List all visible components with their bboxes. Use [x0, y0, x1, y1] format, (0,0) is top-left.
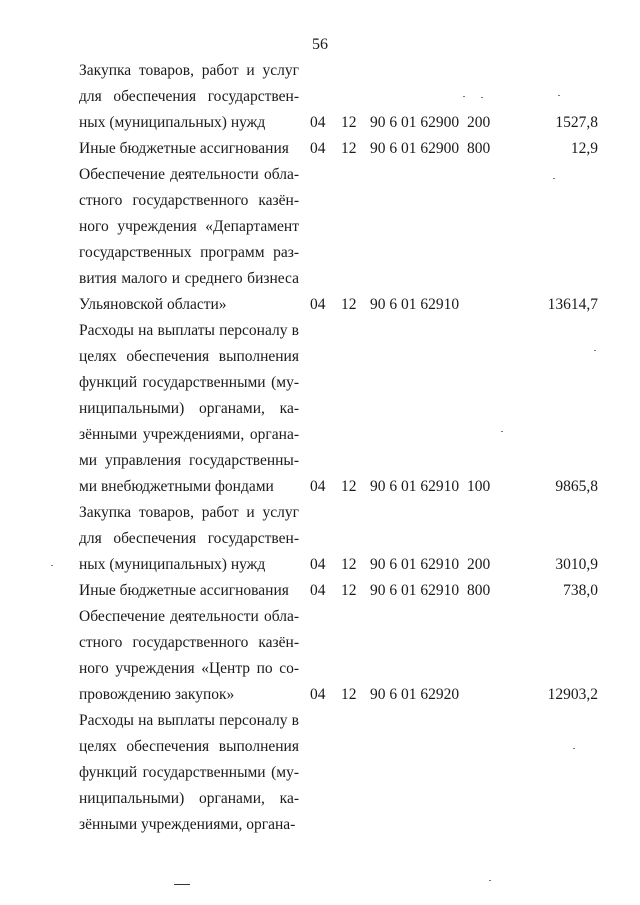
description-line: Ульяновской области» — [79, 296, 227, 313]
description-line: государственных программ раз- — [79, 244, 299, 261]
expense-type-code: 200 — [467, 114, 491, 131]
description-line: ных (муниципальных) нужд — [79, 556, 266, 573]
amount: 738,0 — [563, 582, 598, 599]
amount: 9865,8 — [555, 478, 598, 495]
table-row — [0, 708, 640, 838]
description-line: ных (муниципальных) нужд — [79, 114, 266, 131]
scan-speck — [51, 565, 53, 566]
target-article-code: 90 6 01 62910 — [370, 582, 460, 599]
expense-type-code: 800 — [467, 140, 491, 157]
section-code: 04 — [310, 478, 326, 495]
description-line: вития малого и среднего бизнеса — [79, 270, 299, 287]
description-line: провождению закупок» — [79, 686, 235, 703]
amount: 1527,8 — [555, 114, 598, 131]
table-row — [0, 604, 640, 708]
table-row — [0, 500, 640, 578]
page-number: 56 — [312, 36, 328, 53]
subsection-code: 12 — [341, 114, 357, 131]
row-description — [79, 500, 299, 578]
description-line: стного государственного казён- — [79, 192, 299, 209]
row-description — [79, 578, 299, 604]
description-line: Иные бюджетные ассигнования — [79, 140, 289, 157]
description-line: ного учреждения «Департамент — [79, 218, 299, 235]
description-line: ного учреждения «Центр по со- — [79, 660, 299, 677]
section-code: 04 — [310, 686, 326, 703]
description-line: Обеспечение деятельности обла- — [79, 166, 299, 183]
target-article-code: 90 6 01 62920 — [370, 686, 460, 703]
section-code: 04 — [310, 582, 326, 599]
table-row — [0, 578, 640, 604]
description-line: Закупка товаров, работ и услуг — [79, 504, 299, 521]
section-code: 04 — [310, 556, 326, 573]
row-description — [79, 708, 299, 838]
amount: 12903,2 — [547, 686, 598, 703]
description-line: зёнными учреждениями, органа- — [79, 426, 299, 443]
description-line: для обеспечения государствен- — [79, 530, 299, 547]
description-line: функций государственными (му- — [79, 764, 299, 781]
description-line: Закупка товаров, работ и услуг — [79, 62, 299, 79]
subsection-code: 12 — [341, 686, 357, 703]
row-description — [79, 58, 299, 136]
description-line: ми управления государственны- — [79, 452, 299, 469]
target-article-code: 90 6 01 62900 — [370, 114, 460, 131]
scan-speck — [573, 748, 575, 749]
description-line: Расходы на выплаты персоналу в — [79, 322, 299, 339]
description-line: функций государственными (му- — [79, 374, 299, 391]
scan-speck — [501, 431, 503, 432]
budget-table — [0, 58, 640, 838]
row-description — [79, 162, 299, 318]
section-code: 04 — [310, 114, 326, 131]
scan-speck — [553, 178, 555, 179]
description-line: зёнными учреждениями, органа- — [79, 816, 296, 833]
row-description — [79, 136, 299, 162]
subsection-code: 12 — [341, 296, 357, 313]
row-description — [79, 604, 299, 708]
table-row — [0, 162, 640, 318]
scan-speck — [594, 350, 596, 351]
subsection-code: 12 — [341, 556, 357, 573]
subsection-code: 12 — [341, 140, 357, 157]
description-line: для обеспечения государствен- — [79, 88, 299, 105]
scan-speck — [558, 95, 560, 96]
amount: 13614,7 — [547, 296, 598, 313]
scan-speck — [481, 97, 483, 98]
expense-type-code: 100 — [467, 478, 491, 495]
amount: 3010,9 — [555, 556, 598, 573]
section-code: 04 — [310, 296, 326, 313]
description-line: Обеспечение деятельности обла- — [79, 608, 299, 625]
description-line: ниципальными) органами, ка- — [79, 790, 299, 807]
description-line: ниципальными) органами, ка- — [79, 400, 299, 417]
target-article-code: 90 6 01 62910 — [370, 478, 460, 495]
description-line: ми внебюджетными фондами — [79, 478, 274, 495]
expense-type-code: 200 — [467, 556, 491, 573]
description-line: стного государственного казён- — [79, 634, 299, 651]
table-row — [0, 58, 640, 136]
table-row — [0, 318, 640, 500]
description-line: Расходы на выплаты персоналу в — [79, 712, 299, 729]
scan-speck — [489, 880, 491, 881]
description-line: Иные бюджетные ассигнования — [79, 582, 289, 599]
subsection-code: 12 — [341, 478, 357, 495]
subsection-code: 12 — [341, 582, 357, 599]
scan-speck — [463, 96, 465, 97]
expense-type-code: 800 — [467, 582, 491, 599]
target-article-code: 90 6 01 62910 — [370, 556, 460, 573]
row-description — [79, 318, 299, 500]
amount: 12,9 — [570, 140, 598, 157]
target-article-code: 90 6 01 62900 — [370, 140, 460, 157]
scan-mark — [174, 884, 190, 885]
table-row — [0, 136, 640, 162]
target-article-code: 90 6 01 62910 — [370, 296, 460, 313]
section-code: 04 — [310, 140, 326, 157]
description-line: целях обеспечения выполнения — [79, 738, 299, 755]
description-line: целях обеспечения выполнения — [79, 348, 299, 365]
